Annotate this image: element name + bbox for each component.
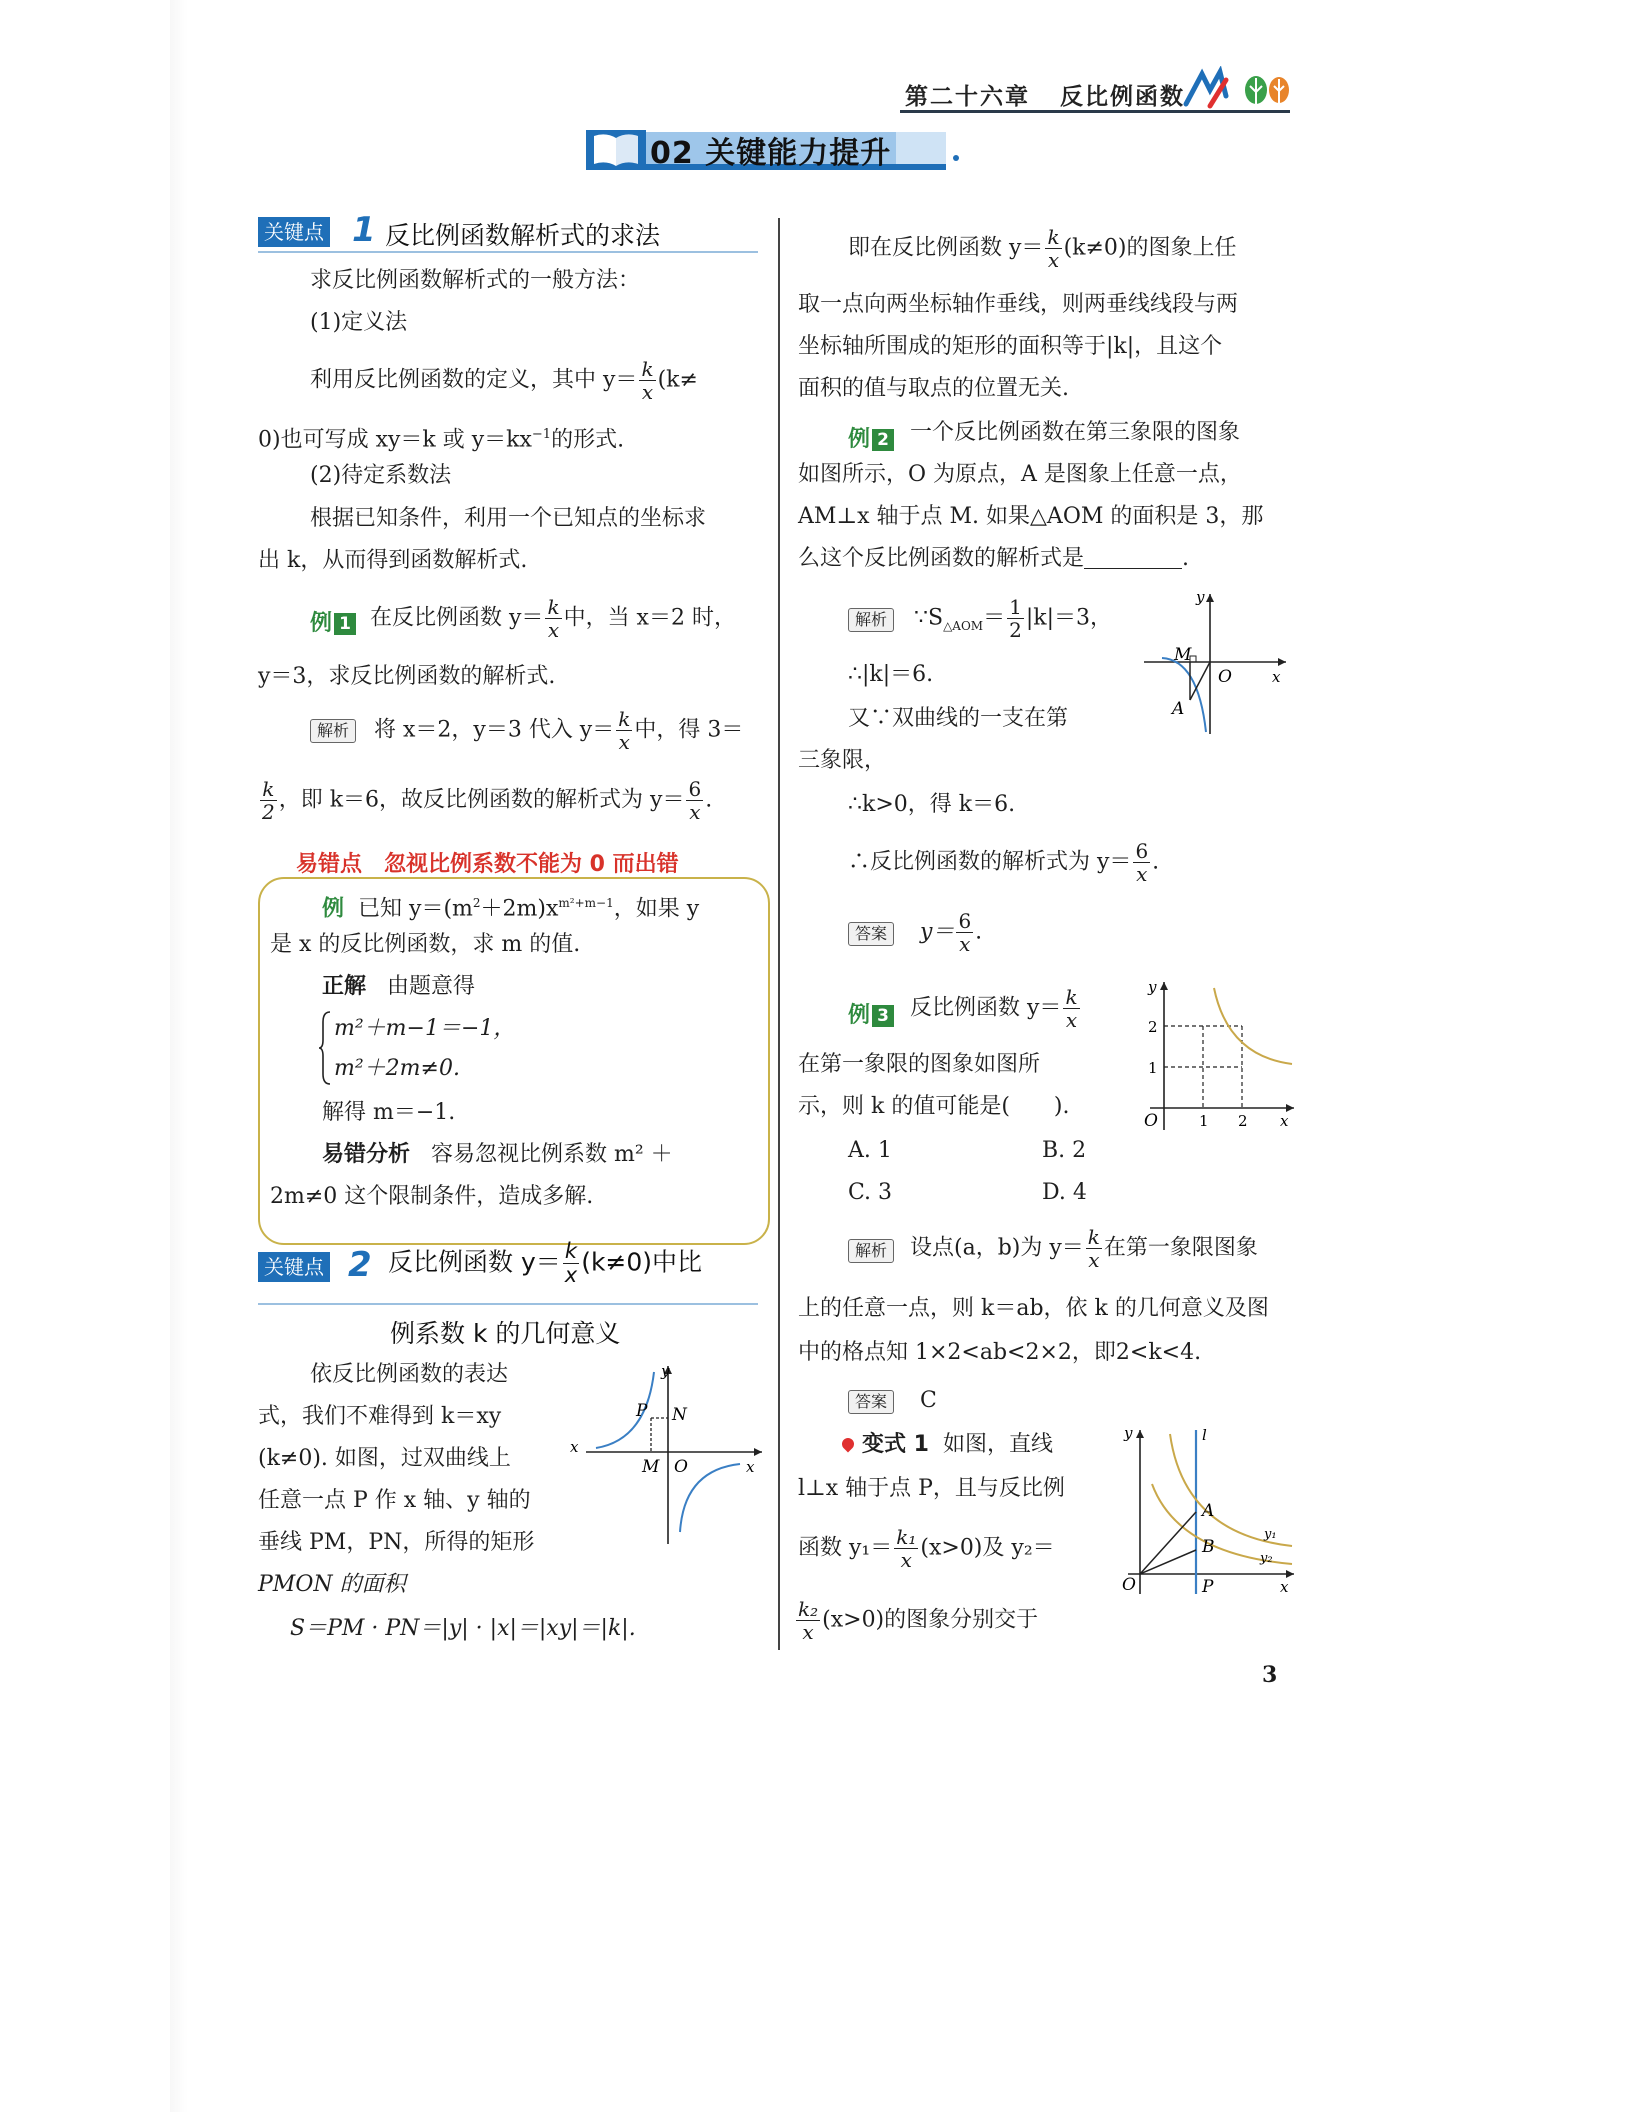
analysis-text: 中的格点知 1×2<ab<2×2，即2<k<4. bbox=[798, 1340, 1202, 1365]
analysis-text: ∴反比例函数的解析式为 y＝ $\frac{6}{x}$ . bbox=[848, 839, 1160, 886]
svg-text:P: P bbox=[1202, 1577, 1214, 1597]
hyperbola-figure-1 bbox=[566, 1360, 766, 1550]
label: N bbox=[672, 1405, 687, 1425]
example-2-text: 么这个反比例函数的解析式是 . bbox=[798, 546, 1190, 571]
analysis-text: ∴|k|＝6. bbox=[848, 662, 934, 687]
svg-text:y: y bbox=[1196, 588, 1205, 606]
text-line: 取一点向两坐标轴作垂线，则两垂线线段与两 bbox=[798, 292, 1239, 317]
variation-1-text: 变式 1 如图，直线 bbox=[842, 1432, 1053, 1458]
chapter-header bbox=[905, 78, 1185, 111]
label: O bbox=[674, 1457, 688, 1477]
variation-1-text: 函数 y₁＝ $\frac{\text{k₁}}{x}$ (x>0)及 y₂＝ bbox=[798, 1525, 1055, 1572]
analysis-tag: 解析 bbox=[310, 719, 356, 743]
analysis-text: $\frac{k}{2}$ ，即 k＝6，故反比例函数的解析式为 y＝ $\frac{6}{x}$ . bbox=[262, 777, 713, 824]
error-solution: 正解 由题意得 bbox=[322, 974, 476, 999]
formula-line: S＝PM · PN＝|y| · |x|＝|xy|＝|k|. bbox=[290, 1616, 636, 1641]
svg-text:y: y bbox=[1124, 1424, 1133, 1442]
answer-tag: 答案 bbox=[848, 922, 894, 946]
section-title: 02 关键能力提升 bbox=[650, 136, 892, 171]
svg-text:x: x bbox=[1280, 1578, 1289, 1596]
chapter-logo-icon bbox=[1180, 66, 1292, 112]
svg-text:O: O bbox=[1218, 667, 1232, 687]
error-analysis: 易错分析 容易忽视比例系数 m² ＋ bbox=[322, 1142, 673, 1167]
key-point-title: 反比例函数 y＝ $\frac{k}{x}$ (k≠0)中比 bbox=[388, 1239, 703, 1287]
example-2-text: AM⊥x 轴于点 M. 如果△AOM 的面积是 3，那 bbox=[798, 504, 1264, 529]
analysis-text: 又∵双曲线的一支在第 bbox=[848, 706, 1069, 731]
brace-icon bbox=[318, 1010, 332, 1086]
text-line: 依反比例函数的表达 bbox=[310, 1362, 509, 1387]
key-point-rule bbox=[258, 1303, 758, 1305]
svg-text:O: O bbox=[1144, 1111, 1158, 1131]
analysis-text: 上的任意一点，则 k＝ab，依 k 的几何意义及图 bbox=[798, 1296, 1269, 1321]
svg-text:2: 2 bbox=[1148, 1018, 1158, 1036]
example-2-text: 一个反比例函数在第三象限的图象 bbox=[910, 420, 1241, 445]
label: P bbox=[636, 1401, 648, 1421]
example-3-text: 在第一象限的图象如图所 bbox=[798, 1052, 1041, 1077]
error-point-title: 易错点 忽视比例系数不能为 0 而出错 bbox=[296, 852, 679, 877]
key-point-number: 2 bbox=[348, 1245, 372, 1285]
svg-text:x: x bbox=[1272, 668, 1281, 686]
analysis-text: 将 x＝2，y＝3 代入 y＝ $\frac{k}{x}$ 中，得 3＝ bbox=[374, 707, 744, 754]
answer-tag: 答案 bbox=[848, 1390, 894, 1414]
text-line: 利用反比例函数的定义，其中 y＝ $\frac{k}{x}$ (k≠ bbox=[310, 357, 698, 404]
svg-text:M: M bbox=[1174, 645, 1192, 665]
example-1-text: 在反比例函数 y＝ $\frac{k}{x}$ 中，当 x＝2 时， bbox=[370, 595, 736, 642]
analysis-text: 设点(a，b)为 y＝ $\frac{k}{x}$ 在第一象限图象 bbox=[910, 1225, 1258, 1272]
column-divider bbox=[778, 218, 780, 1650]
text-line: 垂线 PM，PN，所得的矩形 bbox=[258, 1530, 535, 1555]
text-line: 0)也可写成 xy＝k 或 $y=kx^{-1}$的形式. bbox=[258, 427, 625, 453]
hyperbola-figure-2 bbox=[1140, 588, 1290, 740]
analysis-tag: 解析 bbox=[848, 608, 894, 632]
text-line: 面积的值与取点的位置无关. bbox=[798, 376, 1069, 401]
example-2-label: 例 2 bbox=[848, 422, 894, 453]
svg-text:l: l bbox=[1202, 1426, 1207, 1444]
svg-text:A: A bbox=[1172, 699, 1185, 719]
svg-text:2: 2 bbox=[1238, 1112, 1248, 1130]
page-shadow bbox=[170, 0, 188, 2112]
analysis-text: $\because S_{\triangle AOM}=$ $\frac{1}{2}$ |k|＝3， bbox=[914, 595, 1113, 642]
text-line: 即在反比例函数 y＝ $\frac{k}{x}$ (k≠0)的图象上任 bbox=[848, 225, 1237, 272]
variation-1-text: $\frac{\text{k₂}}{x}$ (x>0)的图象分别交于 bbox=[798, 1597, 1039, 1644]
label: y bbox=[661, 1362, 670, 1380]
error-analysis: 2m≠0 这个限制条件，造成多解. bbox=[270, 1184, 594, 1209]
example-1-text: y＝3，求反比例函数的解析式. bbox=[258, 664, 556, 689]
analysis-tag: 解析 bbox=[848, 1239, 894, 1263]
label: M bbox=[642, 1457, 660, 1477]
answer-blank bbox=[1084, 548, 1182, 569]
option-a[interactable]: A. 1 bbox=[848, 1138, 892, 1163]
text-line: 式，我们不难得到 k＝xy bbox=[258, 1404, 502, 1429]
svg-text:y: y bbox=[1148, 978, 1157, 996]
text-line: (2)待定系数法 bbox=[310, 463, 452, 488]
error-example: 例 已知 $y=(m^2+2m)x^{m^2+m-1}$，如果 y bbox=[322, 896, 700, 922]
hyperbola-branch bbox=[680, 1464, 740, 1532]
chapter-title: 反比例函数 bbox=[1060, 84, 1186, 110]
key-point-title: 反比例函数解析式的求法 bbox=[385, 221, 661, 250]
option-c[interactable]: C. 3 bbox=[848, 1180, 893, 1205]
key-point-badge: 关键点 bbox=[258, 217, 330, 247]
equation-line: m²＋2m≠0. bbox=[334, 1056, 460, 1081]
text-line: 根据已知条件，利用一个已知点的坐标求 bbox=[310, 506, 707, 531]
variation-1-text: l⊥x 轴于点 P，且与反比例 bbox=[798, 1476, 1065, 1501]
line-hyperbola-figure-4 bbox=[1108, 1424, 1298, 1600]
analysis-text: ∴k>0，得 k＝6. bbox=[848, 792, 1016, 817]
example-3-text: 示，则 k 的值可能是( ). bbox=[798, 1094, 1070, 1119]
answer-text: C bbox=[920, 1388, 937, 1413]
label: x bbox=[746, 1458, 755, 1476]
text-line: 坐标轴所围成的矩形的面积等于|k|，且这个 bbox=[798, 334, 1223, 359]
option-d[interactable]: D. 4 bbox=[1042, 1180, 1087, 1205]
text-line: 求反比例函数解析式的一般方法： bbox=[310, 268, 641, 293]
text-line: PMON 的面积 bbox=[258, 1572, 406, 1597]
svg-text:B: B bbox=[1202, 1537, 1215, 1557]
svg-text:y₂: y₂ bbox=[1260, 1551, 1273, 1566]
error-example: 是 x 的反比例函数，求 m 的值. bbox=[270, 932, 581, 957]
example-3-label: 例 3 bbox=[848, 998, 894, 1029]
key-point-rule bbox=[258, 251, 758, 253]
key-point-number: 1 bbox=[352, 210, 376, 250]
example-3-text: 反比例函数 y＝ $\frac{k}{x}$ bbox=[910, 985, 1078, 1032]
example-1-label: 例 1 bbox=[310, 606, 356, 637]
svg-text:1: 1 bbox=[1199, 1112, 1209, 1130]
svg-text:x: x bbox=[1280, 1112, 1289, 1130]
svg-text:1: 1 bbox=[1148, 1059, 1158, 1077]
equation-line: m²＋m−1＝−1， bbox=[334, 1016, 516, 1041]
svg-text:y₁: y₁ bbox=[1264, 1527, 1277, 1542]
text-line: (k≠0). 如图，过双曲线上 bbox=[258, 1446, 511, 1471]
key-point-title: 例系数 k 的几何意义 bbox=[390, 1319, 621, 1348]
page-number: 3 bbox=[1262, 1662, 1278, 1688]
pin-icon bbox=[840, 1436, 857, 1453]
grid-figure-3 bbox=[1120, 978, 1298, 1134]
svg-text:A: A bbox=[1202, 1501, 1215, 1521]
key-point-badge: 关键点 bbox=[258, 1252, 330, 1282]
text-line: 出 k，从而得到函数解析式. bbox=[258, 548, 528, 573]
answer-text: y＝ $\frac{6}{x}$ . bbox=[920, 909, 983, 956]
svg-text:O: O bbox=[1122, 1575, 1136, 1595]
text-line: 任意一点 P 作 x 轴、y 轴的 bbox=[258, 1488, 531, 1513]
text-line: (1)定义法 bbox=[310, 310, 408, 335]
header-rule bbox=[900, 110, 1290, 113]
option-b[interactable]: B. 2 bbox=[1042, 1138, 1087, 1163]
analysis-text: 三象限， bbox=[798, 748, 887, 773]
example-2-text: 如图所示，O 为原点，A 是图象上任意一点， bbox=[798, 462, 1242, 487]
chapter-number: 第二十六章 bbox=[905, 84, 1030, 110]
error-solution: 解得 m＝−1. bbox=[322, 1100, 456, 1125]
label: x bbox=[570, 1438, 579, 1456]
